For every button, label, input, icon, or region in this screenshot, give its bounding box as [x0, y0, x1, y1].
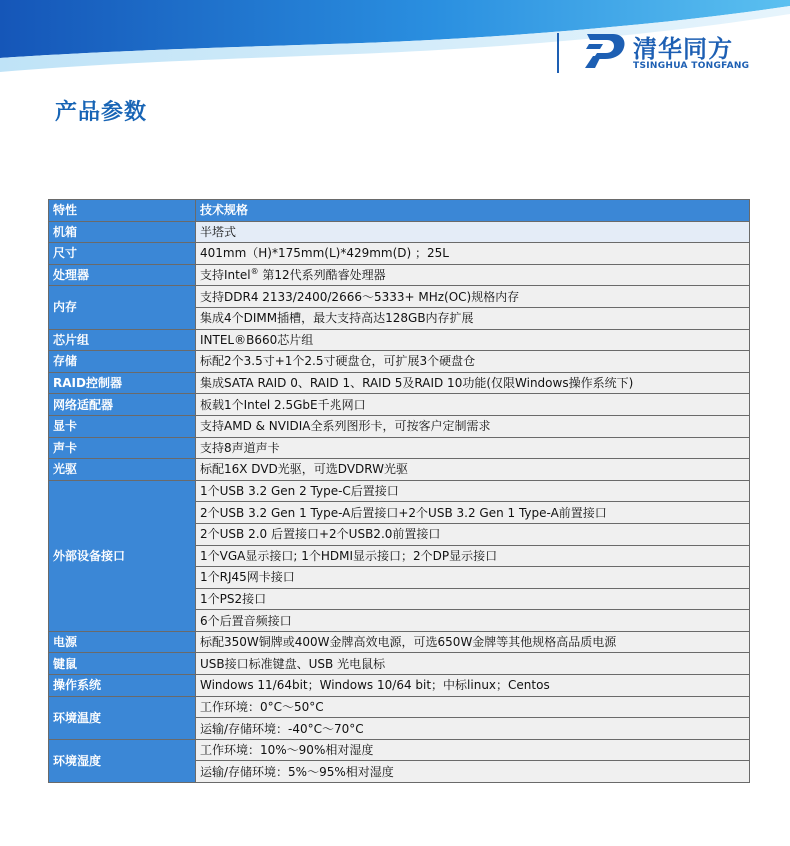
table-row-raid — [49, 372, 750, 394]
table-row-humidity — [49, 739, 750, 761]
brand-logo — [583, 28, 758, 78]
page-title: 产品参数 — [55, 100, 148, 125]
row-label: 内存 — [49, 286, 196, 329]
brand-name-cn: 清华同方 — [633, 35, 733, 63]
row-label: 存储 — [49, 351, 196, 373]
row-value: 支持AMD & NVIDIA全系列图形卡，可按客户定制需求 — [196, 415, 750, 437]
row-value: USB接口标准键盘、USB 光电鼠标 — [196, 653, 750, 675]
table-row-keyboard — [49, 653, 750, 675]
table-row-optical — [49, 459, 750, 481]
table-row-temperature — [49, 696, 750, 718]
row-value — [196, 264, 750, 286]
row-value: 标配350W铜牌或400W金牌高效电源，可选650W金牌等其他规格高品质电源 — [196, 631, 750, 653]
row-value: 1个USB 3.2 Gen 2 Type-C后置接口 — [196, 480, 750, 502]
row-value: 标配2个3.5寸+1个2.5寸硬盘仓，可扩展3个硬盘仓 — [196, 351, 750, 373]
row-value: 集成SATA RAID 0、RAID 1、RAID 5及RAID 10功能(仅限Windows操作系统下) — [196, 372, 750, 394]
table-row-graphics — [49, 415, 750, 437]
row-value: 1个PS2接口 — [196, 588, 750, 610]
row-value: Windows 11/64bit；Windows 10/64 bit；中标linux；Centos — [196, 675, 750, 697]
table-row-power — [49, 631, 750, 653]
row-label: 处理器 — [49, 264, 196, 286]
row-label: 网络适配器 — [49, 394, 196, 416]
row-label: 机箱 — [49, 221, 196, 243]
row-label: RAID控制器 — [49, 372, 196, 394]
logo-divider — [557, 33, 559, 73]
registered-mark: ® — [250, 267, 259, 277]
table-row-sound — [49, 437, 750, 459]
row-value: 支持DDR4 2133/2400/2666～5333+ MHz(OC)规格内存 — [196, 286, 750, 308]
table-row-cpu — [49, 264, 750, 286]
row-label: 外部设备接口 — [49, 480, 196, 631]
row-value: 板载1个Intel 2.5GbE千兆网口 — [196, 394, 750, 416]
brand-name-en: TSINGHUA TONGFANG — [633, 61, 750, 71]
row-label: 尺寸 — [49, 243, 196, 265]
row-label: 键鼠 — [49, 653, 196, 675]
row-value: 工作环境：10%～90%相对湿度 — [196, 739, 750, 761]
table-row-os — [49, 675, 750, 697]
table-row-io — [49, 480, 750, 502]
row-label: 芯片组 — [49, 329, 196, 351]
header-spec: 技术规格 — [196, 200, 750, 222]
row-value: 2个USB 3.2 Gen 1 Type-A后置接口+2个USB 3.2 Gen 1 Type-A前置接口 — [196, 502, 750, 524]
row-value: 1个RJ45网卡接口 — [196, 567, 750, 589]
row-value: 支持8声道声卡 — [196, 437, 750, 459]
row-label: 电源 — [49, 631, 196, 653]
cpu-value-post: 第12代系列酷睿处理器 — [258, 268, 386, 283]
row-label: 光驱 — [49, 459, 196, 481]
table-row-network — [49, 394, 750, 416]
table-row-storage — [49, 351, 750, 373]
tongfang-logo-mark-icon — [583, 28, 627, 72]
row-label: 显卡 — [49, 415, 196, 437]
row-label: 操作系统 — [49, 675, 196, 697]
table-header-row — [49, 200, 750, 222]
row-value: 401mm（H)*175mm(L)*429mm(D) ；25L — [196, 243, 750, 265]
row-label: 环境湿度 — [49, 739, 196, 782]
row-value: INTEL®B660芯片组 — [196, 329, 750, 351]
row-value: 运输/存储环境：-40°C～70°C — [196, 718, 750, 740]
cpu-value-pre: 支持Intel — [200, 268, 251, 283]
row-value: 集成4个DIMM插槽，最大支持高达128GB内存扩展 — [196, 307, 750, 329]
row-value: 标配16X DVD光驱，可选DVDRW光驱 — [196, 459, 750, 481]
row-value: 1个VGA显示接口; 1个HDMI显示接口；2个DP显示接口 — [196, 545, 750, 567]
row-value: 6个后置音频接口 — [196, 610, 750, 632]
row-label: 环境温度 — [49, 696, 196, 739]
header-feature: 特性 — [49, 200, 196, 222]
table-row-size — [49, 243, 750, 265]
row-value: 工作环境：0°C～50°C — [196, 696, 750, 718]
table-row-chassis — [49, 221, 750, 243]
row-label: 声卡 — [49, 437, 196, 459]
row-value: 2个USB 2.0 后置接口+2个USB2.0前置接口 — [196, 523, 750, 545]
row-value: 运输/存储环境：5%～95%相对湿度 — [196, 761, 750, 783]
table-row-chipset — [49, 329, 750, 351]
table-row-memory — [49, 286, 750, 308]
row-value: 半塔式 — [196, 221, 750, 243]
spec-table — [48, 199, 750, 783]
